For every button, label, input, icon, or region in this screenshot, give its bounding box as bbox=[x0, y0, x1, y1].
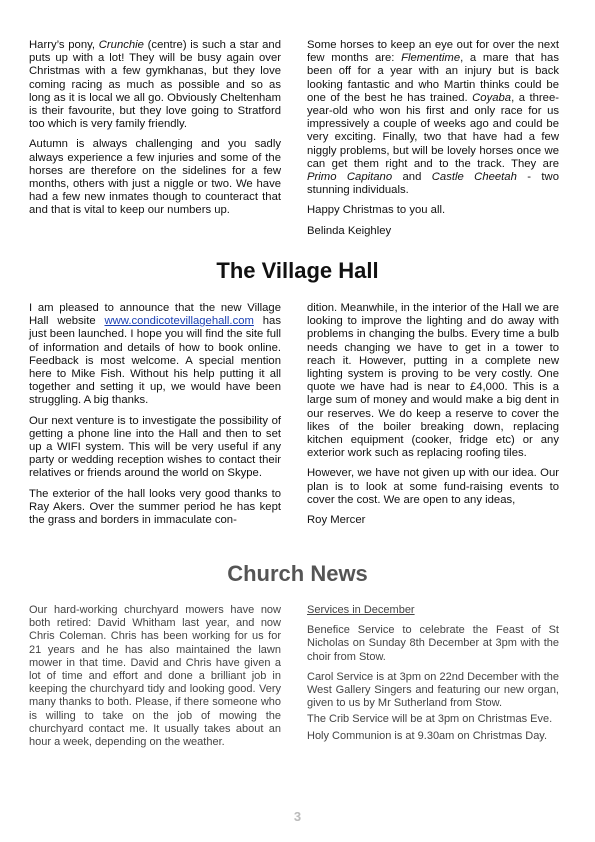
text: and bbox=[392, 171, 432, 184]
horses-paragraph-3 bbox=[307, 39, 559, 197]
horses-paragraph-1 bbox=[29, 39, 281, 131]
text: has just been launched. I hope you will find the site full of information and details of how to book online. Feedback is most welcome. A special mention here to Mike Fish. Without his help putting it all together and setting it up, we would have been struggling. A big thanks. bbox=[29, 315, 281, 407]
service-crib: The Crib Service will be at 3pm on Christmas Eve. bbox=[307, 713, 553, 726]
horses-right-column bbox=[307, 39, 559, 245]
text: (centre) is such a star and puts up with a lot! They will be busy again over Christmas with a few gymkhanas, but they love coming racing as much as possible and so as long as it is local we all go. Obviously Cheltenham is their favourite, but they love going to Stratford too which is very family friendly. bbox=[29, 39, 281, 131]
horse-name: Primo Capitano bbox=[307, 171, 393, 184]
church-right-column bbox=[307, 604, 559, 750]
horses-paragraph-2: Autumn is always challenging and you sadly always experience a few injuries and some of the horses are therefore on the sidelines for a few months, others with just a niggle or two. We have had a few new inmates though to counteract that and that is vital to keep our numbers up. bbox=[29, 138, 281, 217]
village-hall-paragraph-3: The exterior of the hall looks very good thanks to Ray Akers. Over the summer period he has kept the grass and borders in immaculate con- bbox=[29, 487, 281, 527]
text: , a mare that has been off for a year with an injury but is back looking fantastic and who Martin thinks could be one of the best he has trained. bbox=[307, 52, 559, 104]
text: Some horses to keep an eye out for over the next few months are: bbox=[307, 39, 559, 65]
text: I am pleased to announce that the new Village Hall website bbox=[29, 302, 281, 328]
church-left-column bbox=[29, 604, 281, 756]
village-hall-signature: Roy Mercer bbox=[307, 514, 366, 527]
text: , a three-year-old who won his first and only race for us impressively a couple of weeks ago and could be very exciting. Finally, two that have had a few niggly problems, but will be lovely horses once we can get them right and to the track. They are bbox=[307, 91, 559, 170]
church-news-title: Church News bbox=[227, 561, 368, 586]
service-carol: Carol Service is at 3pm on 22nd December with the West Gallery Singers and featuring our new organ, given to us by Mr Sutherland from Stow. bbox=[307, 670, 559, 710]
horses-greeting: Happy Christmas to you all. bbox=[307, 204, 446, 217]
village-hall-paragraph-1 bbox=[29, 302, 281, 408]
horse-name: Crunchie bbox=[98, 39, 144, 51]
horse-name: Flementime bbox=[401, 52, 461, 65]
village-hall-right-column bbox=[307, 302, 559, 534]
village-hall-paragraph-5: However, we have not given up with our idea. Our plan is to look at some fund-raising events to cover the cost. We are open to any ideas, bbox=[307, 467, 559, 506]
horse-name: Castle Cheetah bbox=[431, 171, 517, 184]
text: - two stunning individuals. bbox=[307, 171, 559, 197]
village-hall-left-column bbox=[29, 302, 281, 534]
village-hall-title: The Village Hall bbox=[216, 258, 379, 283]
horses-signature: Belinda Keighley bbox=[307, 224, 392, 237]
village-hall-paragraph-4: dition. Meanwhile, in the interior of the Hall we are looking to improve the lighting and do away with problems in changing the bulbs. Every time a bulb needs changing we have to get in a tower to reach it. However, putting in a complete new lighting system is proving to be very costly. One quote we have had is near to £4,000. This is a large sum of money and would make a big dent in our reserves. We do keep a reserve to cover the likes of the boiler breaking down, replacing kitchen equipment (cooker, fridge etc) or any exterior work such as replacing roofing tiles. bbox=[307, 302, 559, 460]
service-benefice: Benefice Service to celebrate the Feast of St Nicholas on Sunday 8th December at 3pm with the choir from Stow. bbox=[307, 624, 559, 663]
service-holy-communion: Holy Communion is at 9.30am on Christmas Day. bbox=[307, 729, 548, 742]
page-number: 3 bbox=[293, 809, 302, 824]
village-hall-website-link[interactable]: www.condicotevillagehall.com bbox=[104, 315, 254, 328]
horses-left-column bbox=[29, 39, 281, 225]
text: Harry’s pony, bbox=[29, 39, 99, 51]
horse-name: Coyaba bbox=[472, 91, 512, 104]
village-hall-paragraph-2: Our next venture is to investigate the possibility of getting a phone line into the Hall and then to set up a WIFI system. This will be very useful if any party or wedding reception wishes to contact their relatives or friends around the world on Skype. bbox=[29, 414, 281, 480]
church-paragraph-1: Our hard-working churchyard mowers have now both retired: David Whitham last year, and now Chris Coleman. Chris has been working for us for 21 years and he has also maintained the lawn mower in that time. David and Chris have given a lot of time and effort and done a brilliant job in keeping the churchyard tidy and looking good. Very many thanks to both. Please, if there someone who is willing to take on the job of mowing the churchyard contact me. It usually takes about an hour a week, depending on the weather. bbox=[29, 604, 281, 749]
services-heading: Services in December bbox=[307, 604, 415, 616]
